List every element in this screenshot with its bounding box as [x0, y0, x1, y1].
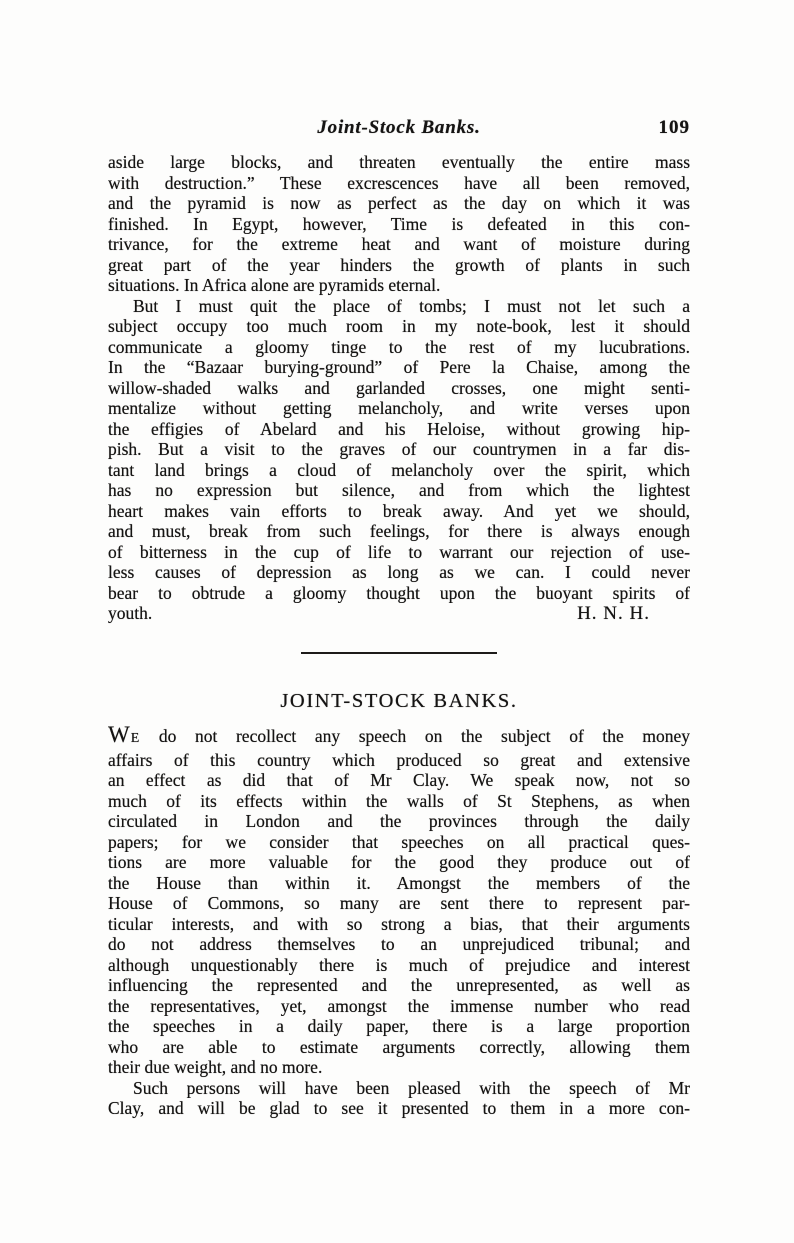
text-line: with destruction.” These excrescences have all been removed, [108, 172, 690, 193]
text-line: tant land brings a cloud of melancholy over the spirit, which [108, 459, 690, 480]
paragraph-we-do-not-recollect [108, 725, 690, 1078]
text-line: bear to obtrude a gloomy thought upon the buoyant spirits of [108, 582, 690, 603]
text-line: communicate a gloomy tinge to the rest of my lucubrations. [108, 336, 690, 357]
text-line: finished. In Egypt, however, Time is defeated in this con- [108, 213, 690, 234]
text-line: the speeches in a daily paper, there is a large proportion [108, 1016, 690, 1036]
text-line: and must, break from such feelings, for there is always enough [108, 521, 690, 541]
text-line: influencing the represented and the unrepresented, as well as [108, 975, 690, 995]
text-line: has no expression but silence, and from which the lightest [108, 480, 690, 500]
text-line: although unquestionably there is much of prejudice and interest [108, 954, 690, 975]
text-line: the House than within it. Amongst the members of the [108, 872, 690, 893]
text-line: papers; for we consider that speeches on all practical ques- [108, 831, 690, 852]
text-line: an effect as did that of Mr Clay. We speak now, not so [108, 770, 690, 790]
text-line: affairs of this country which produced so great and extensive [108, 749, 690, 770]
text-line: But I must quit the place of tombs; I must not let such a [133, 295, 690, 316]
closing-and-signature-line [108, 603, 690, 625]
text-line: situations. In Africa alone are pyramids eternal. [108, 275, 441, 295]
lead-capital: W [108, 725, 131, 747]
text-line: do not address themselves to an unprejudiced tribunal; and [108, 934, 690, 954]
text-line: aside large blocks, and threaten eventually the entire mass [108, 152, 690, 172]
text-line: trivance, for the extreme heat and want of moisture during [108, 234, 690, 254]
lead-small-capital: E [130, 731, 141, 746]
text-line: In the “Bazaar burying-ground” of Pere la Chaise, among the [108, 357, 690, 377]
paragraph-place-of-tombs [108, 296, 690, 625]
text-line: less causes of depression as long as we can. I could never [108, 562, 690, 582]
author-initials: H. N. H. [577, 603, 650, 624]
page-body [108, 152, 690, 1119]
text-line: tions are more valuable for the good they produce out of [108, 852, 690, 872]
text-line: pish. But a visit to the graves of our countrymen in a far dis- [108, 439, 690, 459]
text-line: who are able to estimate arguments correctly, allowing them [108, 1036, 690, 1057]
text-line: of bitterness in the cup of life to warrant our rejection of use- [108, 541, 690, 562]
text-line: Such persons will have been pleased with the speech of Mr [133, 1077, 690, 1098]
text-line: heart makes vain efforts to break away. And yet we should, [108, 500, 690, 521]
paragraph-such-persons [108, 1078, 690, 1119]
text-line: mentalize without getting melancholy, and write verses upon [108, 398, 690, 418]
text-line: the effigies of Abelard and his Heloise, without growing hip- [108, 418, 690, 439]
text-line: much of its effects within the walls of St Stephens, as when [108, 790, 690, 811]
text-line: Clay, and will be glad to see it presented to them in a more con- [108, 1098, 690, 1118]
page-number: 109 [658, 117, 690, 138]
text-line: WE do not recollect any speech on the subject of the money [108, 725, 690, 750]
section-heading: JOINT-STOCK BANKS. [280, 689, 518, 712]
text-line: subject occupy too much room in my note-book, lest it should [108, 316, 690, 336]
text-line: willow-shaded walks and garlanded crosses, one might senti- [108, 377, 690, 398]
text-line: circulated in London and the provinces through the daily [108, 811, 690, 831]
text-line: House of Commons, so many are sent there to represent par- [108, 893, 690, 913]
text-line: and the pyramid is now as perfect as the day on which it was [108, 193, 690, 213]
text-line: great part of the year hinders the growth of plants in such [108, 254, 690, 275]
running-title: Joint-Stock Banks. [317, 117, 481, 138]
paragraph-closing-word: youth. [108, 603, 153, 623]
paragraph-pyramids-continuation [108, 152, 690, 296]
running-head [108, 117, 690, 141]
text-line: ticular interests, and with so strong a bias, that their arguments [108, 913, 690, 934]
section-divider-rule [301, 652, 497, 654]
text-line: their due weight, and no more. [108, 1057, 323, 1077]
text-line: the representatives, yet, amongst the immense number who read [108, 995, 690, 1016]
